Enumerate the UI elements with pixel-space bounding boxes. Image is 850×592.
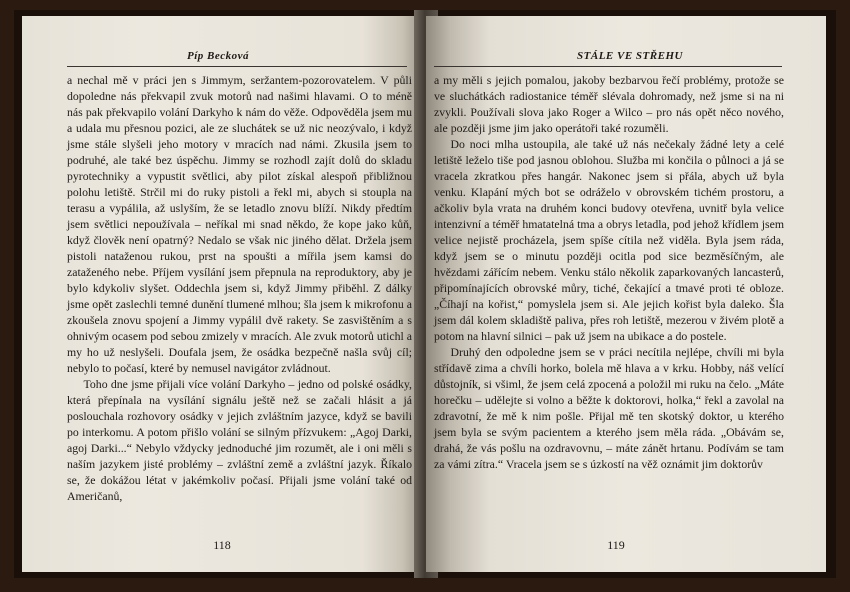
left-page — [22, 16, 422, 572]
right-paragraph-3: Druhý den odpoledne jsem se v práci necítila nejlépe, chvíli mi byla střídavě zima a chvíli horko, bolela mě hlava a v krku. Hobby, náš velící důstojník, si všiml, že jsem celá zpocená a položil mi ruku na čelo. „Máte horečku – udělejte si volno a běžte k doktorovi, holka,“ řekl a zavolal na zdravotní, že mě k nim pošle. Přijal mě ten skotský doktor, u kterého jsem byla se svým pacientem a kterého jsem měla ráda. „Obávám se, drahá, že vás pošlu na ozdravovnu, – máte zánět hrtanu. Podívám se tam za vámi zítra.“ Vracela jsem se s úzkostí na věž oznámit jim doktorův — [434, 345, 784, 471]
right-paragraph-1: a my měli s jejich pomalou, jakoby bezbarvou řečí problémy, protože se ve sluchátkách radiostanice téměř slévala dohromady, než jsme si na ni zvykli. Používali slova jako Roger a Wilco – pro nás opět něco nového, ale později jsme jim jako operátoři také rozuměli. — [434, 73, 784, 135]
open-book — [14, 10, 836, 578]
left-page-text — [67, 72, 412, 504]
left-header-rule — [67, 66, 407, 67]
right-header-rule — [434, 66, 782, 67]
right-paragraph-2: Do noci mlha ustoupila, ale také už nás nečekaly žádné lety a celé letiště leželo tiše pod jasnou oblohou. Služba mi končila o půlnoci a já se vracela zkratkou přes hangár. Nakonec jsem si přála, abych už byla venku. Klapání mých bot se odráželo v obrovském tichém prostoru, a ačkoliv byla vrata na druhém konci budovy otevřena, uvnitř byla velice intenzivní a téměř hmatatelná tma a obrys letadla, pod jehož křídlem jsem velice nejistě procházela, jsem spíše cítila než viděla. Byla jsem ráda, když jsem se o minutu později ocitla pod sice bezměsíčným, ale hvězdami zářícím nebem. Venku stálo několik zaparkovaných lancasterů, připomínajících obrovské můry, tiché, čekající a tmavé proti té obloze. „Číhají na kořist,“ pomyslela jsem si. Ale jejich kořist byla daleko. Šla jsem dál kolem skladiště paliva, přes roh letiště, mezerou v živém plotě a potom na hlavní silnici – pak už jsem na ubikace a do postele. — [434, 137, 784, 343]
right-page-number: 119 — [607, 538, 625, 552]
left-page-number: 118 — [213, 538, 231, 552]
right-page — [426, 16, 826, 572]
left-running-head: Píp Becková — [186, 50, 249, 62]
right-running-head: STÁLE VE STŘEHU — [577, 50, 683, 62]
left-paragraph-2: Toho dne jsme přijali více volání Darkyho – jedno od polské osádky, která přepínala na vysílání signálu ještě než se začali hlásit a já poslouchala rozhovory osádky v jejich zvláštním jazyce, když se bavili po interkomu. A potom přišlo volání se silným přízvukem: „Agoj Darki, agoj Darki...“ Nebylo vždycky jednoduché jim rozumět, ale i oni měli s naším jazykem jisté problémy – zvláštní země a zvláštní jazyk. Říkalo se, že dokážou létat v jakémkoliv počasí. Přijali jsme volání také od Američanů, — [67, 377, 412, 503]
right-page-text — [434, 72, 784, 472]
left-paragraph-1: a nechal mě v práci jen s Jimmym, seržantem-pozorovatelem. V půli dopoledne nás překvapil zvuk motorů nad našimi hlavami. O to méně nás pak překvapilo volání Darkyho k nám do věže. Odpověděla jsem mu a udala mu přesnou pozici, ale ze sluchátek se už nic neozývalo, i když jsme stále slyšeli jeho motory v mracích nad námi. Zkusila jsem to podruhé, ale také bez úspěchu. Jimmy se rozhodl zajít dolů do skladu pyrotechniky a vypustit světlici, aby pilot získal alespoň přibližnou polohu letiště. Strčil mi do ruky pistoli a řekl mi, abych si stoupla na terasu a vypálila, až uslyším, že se letadlo znovu blíží. Nikdy předtím jsem světlici nepoužívala – neříkal mi snad někdo, že kope jako kůň, když člověk není opatrný? Nedalo se však nic jiného dělat. Držela jsem pistoli nataženou rukou, prst na spoušti a mířila jsem kamsi do zataženého nebe. Příjem vysílání jsem přepnula na reproduktory, aby je bylo kdykoliv slyšet. Oddechla jsem si, když Jimmy přiběhl. Z dálky jsme opět zaslechli temné dunění tlumené mlhou; šla jsem k mikrofonu a zkoušela znovu spojení a Jimmy vypálil dvě rakety. Se zasvištěním a s ohnivým ocasem pod sebou zmizely v mracích. Ale zvuk motorů utichl a my ho už neslyšeli. Doufala jsem, že osádka bezpečně našla svůj cíl; nebylo to počasí, které by nemusel navigátor zvládnout. — [67, 73, 412, 375]
